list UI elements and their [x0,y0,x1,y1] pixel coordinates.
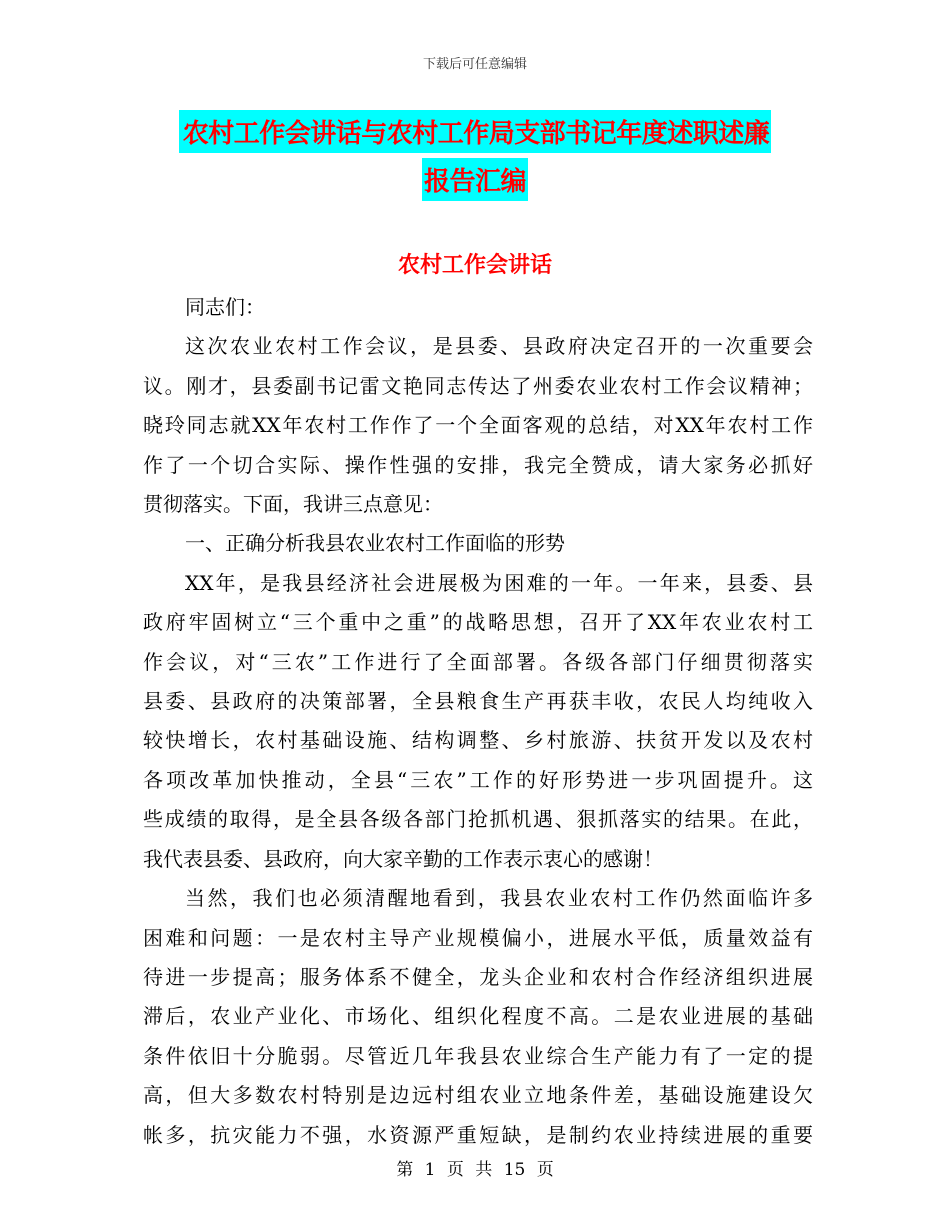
body-line: 一、正确分析我县农业农村工作面临的形势 [185,531,565,556]
body-line: 政府牢固树立“三个重中之重”的战略思想，召开了XX年农业农村工 [143,610,813,635]
body-line: 待进一步提高；服务体系不健全，龙头企业和农村合作经济组织进展 [143,964,813,989]
body-line: 作会议，对“三农”工作进行了全面部署。各级各部门仔细贯彻落实 [143,649,813,674]
body-line: 我代表县委、县政府，向大家辛勤的工作表示衷心的感谢！ [143,846,663,871]
body-line: 这次农业农村工作会议，是县委、县政府决定召开的一次重要会 [185,334,813,359]
document-title-line-2 [0,158,950,201]
body-line: 作了一个切合实际、操作性强的安排，我完全赞成，请大家务必抓好 [143,452,813,477]
body-line: 些成绩的取得，是全县各级各部门抢抓机遇、狠抓落实的结果。在此， [143,807,813,832]
document-title-text-2: 报告汇编 [422,158,528,201]
body-line: 贯彻落实。下面，我讲三点意见： [143,492,443,517]
body-line: 议。刚才，县委副书记雷文艳同志传达了州委农业农村工作会议精神； [143,373,813,398]
document-title-text-1: 农村工作会讲话与农村工作局支部书记年度述职述廉 [179,110,772,153]
header-note: 下载后可任意编辑 [422,57,527,72]
document-title-line-1 [0,110,950,153]
body-line: 帐多，抗灾能力不强，水资源严重短缺，是制约农业持续进展的重要 [143,1122,813,1147]
body-line: 当然，我们也必须清醒地看到，我县农业农村工作仍然面临许多 [185,886,813,911]
section-title: 农村工作会讲话 [397,253,552,278]
body-line: 各项改革加快推动，全县“三农”工作的好形势进一步巩固提升。这 [143,767,813,792]
body-line: 较快增长，农村基础设施、结构调整、乡村旅游、扶贫开发以及农村 [143,728,813,753]
body-line: 困难和问题：一是农村主导产业规模偏小，进展水平低，质量效益有 [143,925,813,950]
page-footer: 第 1 页 共 15 页 [396,1160,554,1180]
body-line: 高，但大多数农村特别是边远村组农业立地条件差，基础设施建设欠 [143,1083,813,1108]
body-line: 县委、县政府的决策部署，全县粮食生产再获丰收，农民人均纯收入 [143,689,813,714]
body-line: 条件依旧十分脆弱。尽管近几年我县农业综合生产能力有了一定的提 [143,1043,813,1068]
body-line: 晓玲同志就XX年农村工作作了一个全面客观的总结，对XX年农村工作 [143,413,813,438]
body-line: XX年，是我县经济社会进展极为困难的一年。一年来，县委、县 [185,570,813,595]
body-text [143,288,813,1155]
body-line: 滞后，农业产业化、市场化、组织化程度不高。二是农业进展的基础 [143,1004,813,1029]
body-line: 同志们： [185,295,265,319]
